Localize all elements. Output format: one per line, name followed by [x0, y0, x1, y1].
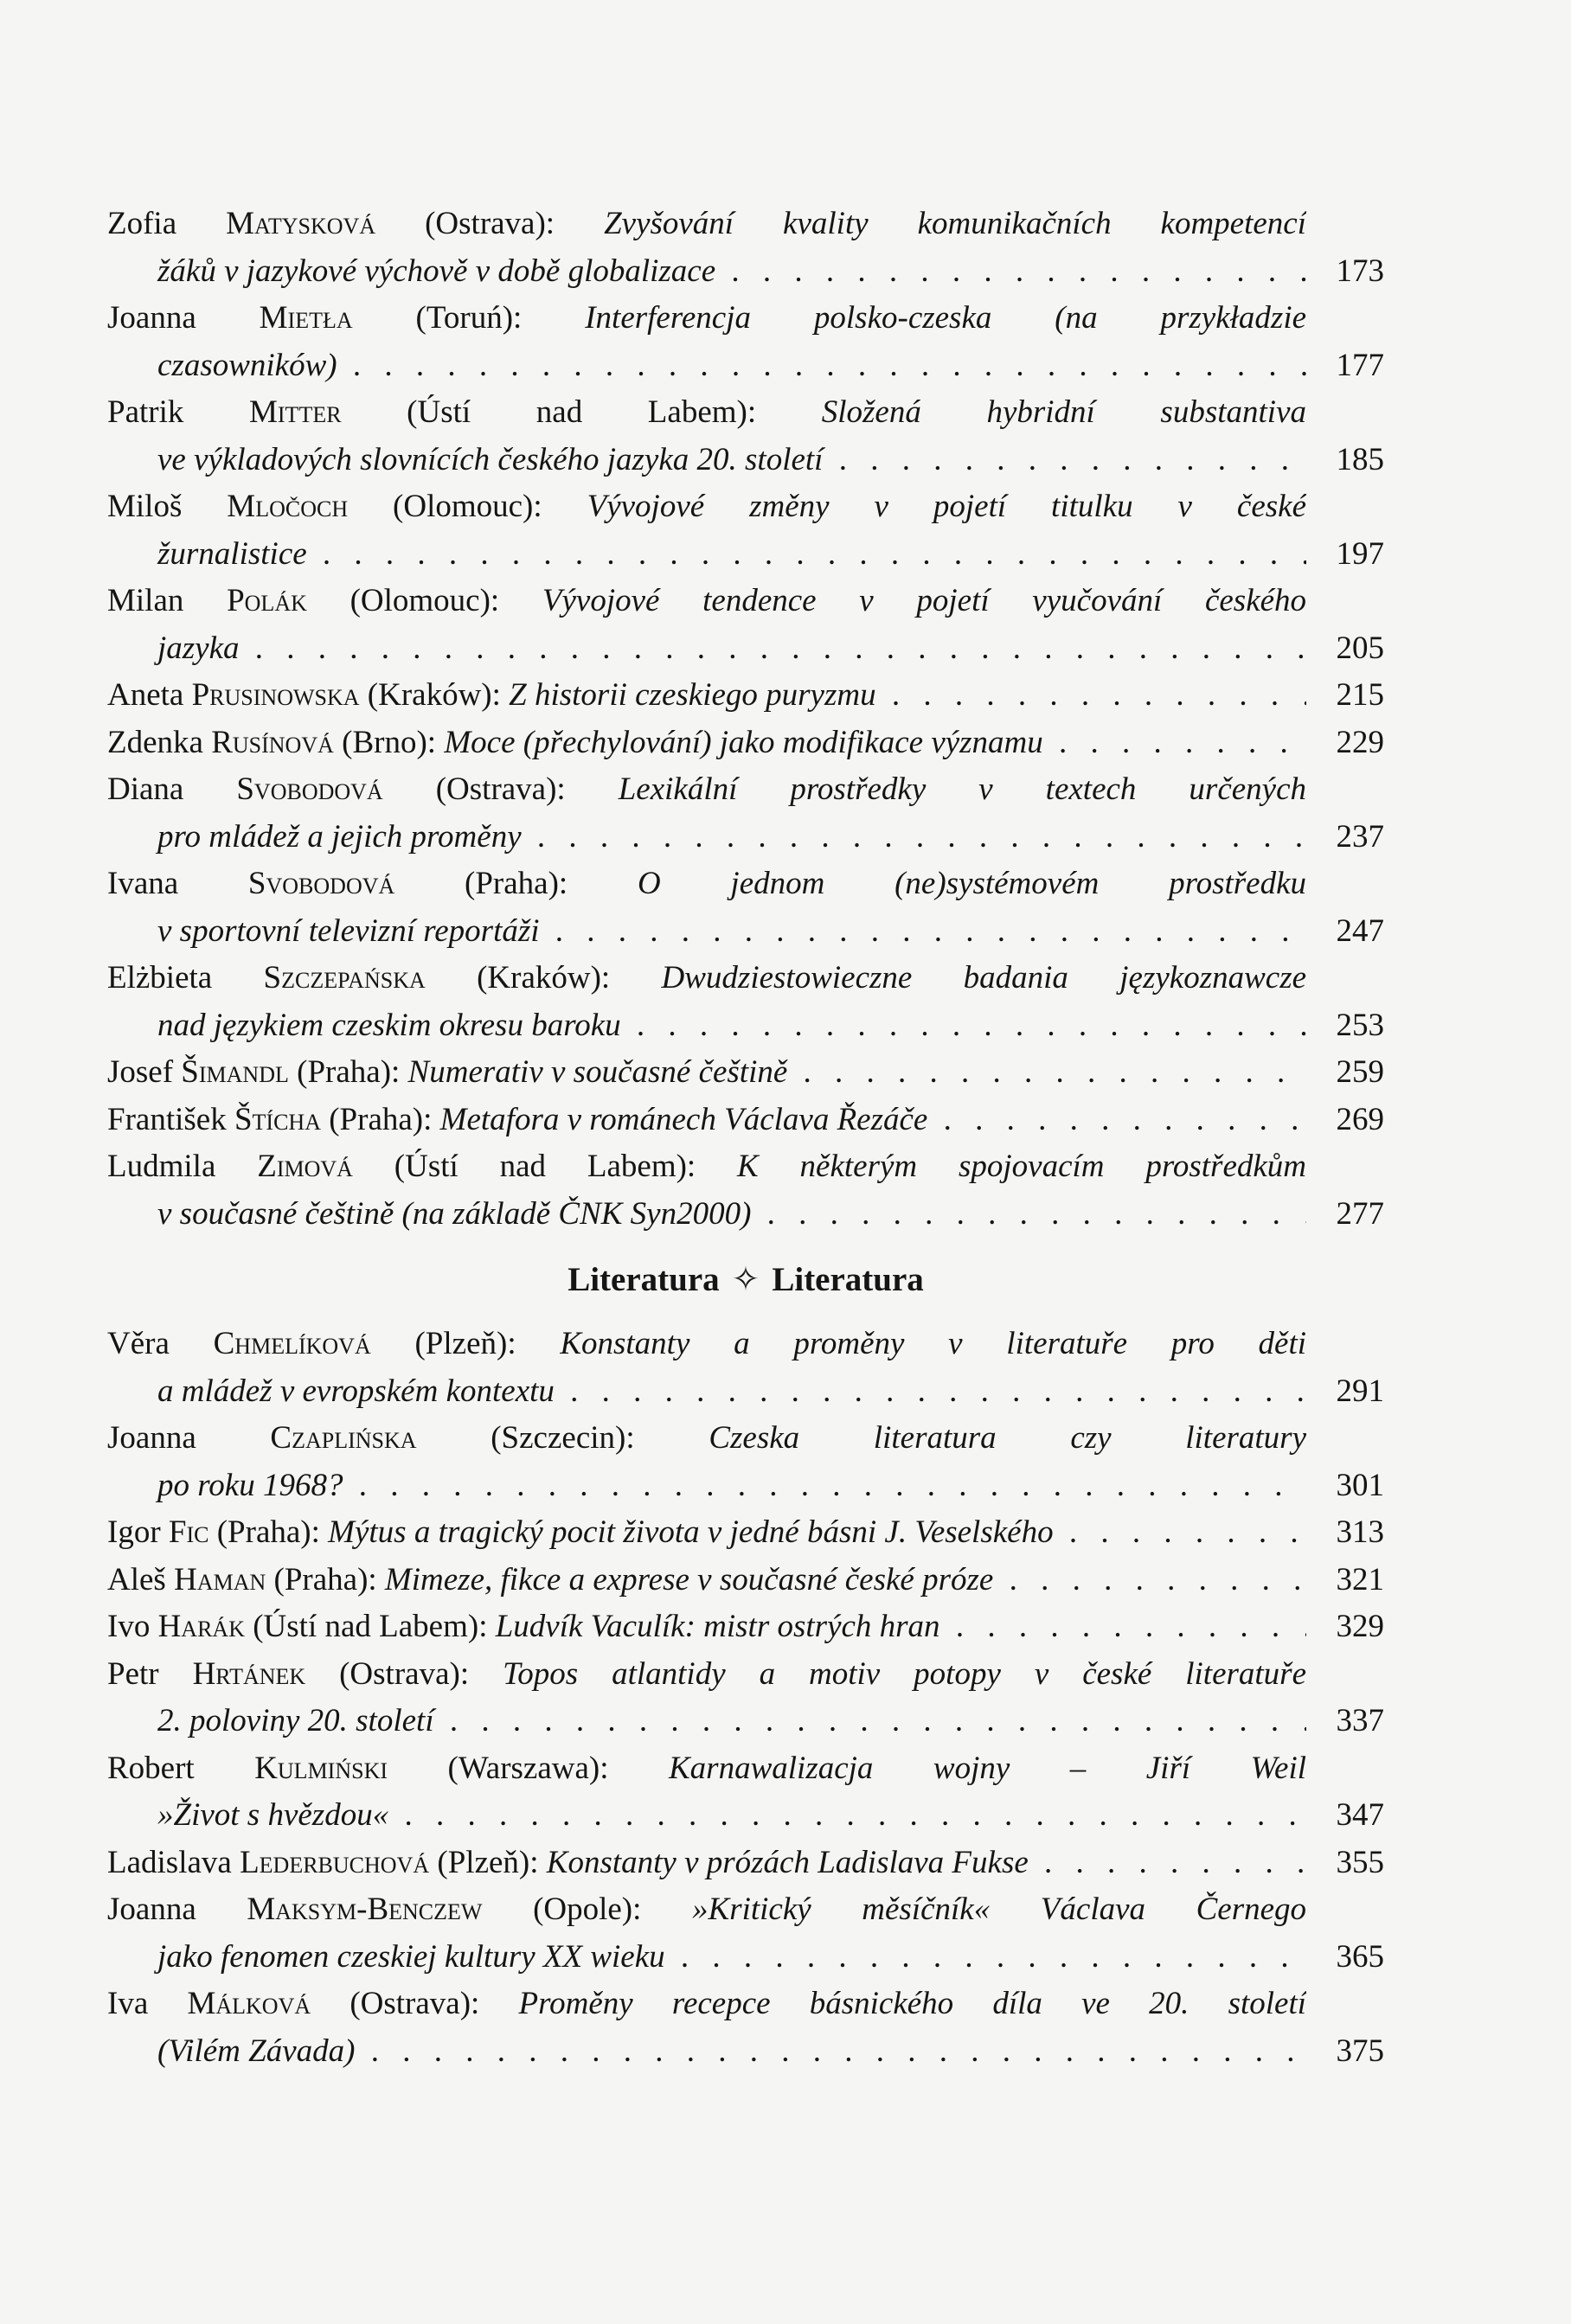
article-title: Složená hybridní substantiva: [821, 394, 1306, 430]
article-title: Mimeze, fikce a exprese v současné české próze: [384, 1561, 994, 1597]
page-number: 247: [1336, 912, 1384, 949]
author-city: (Praha):: [273, 1561, 377, 1597]
article-title-continued: po roku 1968?: [157, 1467, 343, 1503]
toc-entry[interactable]: [107, 672, 1384, 720]
author-surname: Prusinowska: [191, 677, 360, 713]
leader-dots: [307, 536, 1306, 572]
article-title-continued: žáků v jazykové výchově v době globalizace: [157, 253, 716, 289]
section-heading-right: Literatura: [772, 1261, 924, 1298]
author-city: (Ústí nad Labem):: [394, 1149, 696, 1184]
toc-entry-line: [107, 955, 1306, 1002]
article-title-continued: czasowników): [157, 347, 337, 383]
article-title: Z historii czeskiego puryzmu: [509, 677, 876, 713]
article-title-continued: v současné češtině (na základě ČNK Syn2000): [157, 1195, 752, 1232]
author-first-name: Josef: [107, 1054, 174, 1090]
toc-entry[interactable]: [107, 1745, 1384, 1840]
diamond-separator-icon: ✧: [731, 1261, 760, 1298]
leader-dots: [540, 913, 1306, 949]
article-title: Metafora v románech Václava Řezáče: [439, 1101, 928, 1137]
leader-dots: [343, 1468, 1306, 1503]
toc-entry-line: [107, 483, 1306, 531]
author-first-name: Patrik: [107, 394, 184, 430]
toc-entry-line: [107, 1097, 1306, 1144]
author-city: (Opole):: [533, 1892, 642, 1927]
leader-dots: [665, 1939, 1306, 1975]
toc-entry-line: [107, 1321, 1306, 1368]
article-title: Proměny recepce básnického díla ve 20. století: [518, 1986, 1306, 2021]
author-city: (Ostrava):: [349, 1986, 480, 2021]
toc-entry-line: [107, 389, 1306, 437]
author-city: (Olomouc):: [393, 489, 542, 524]
author-city: (Praha):: [216, 1514, 320, 1550]
author-surname: Lederbuchová: [240, 1844, 430, 1880]
page-number: 375: [1336, 2033, 1384, 2069]
article-title: Numerativ v současné češtině: [407, 1054, 788, 1090]
toc-entry-line: [107, 1651, 1306, 1699]
author-city: (Ústí nad Labem):: [253, 1609, 488, 1644]
article-title: Vývojové tendence v pojetí vyučování českého: [542, 583, 1306, 618]
author-city: (Kraków):: [477, 960, 611, 996]
toc-entry-line: [107, 672, 1306, 720]
page-number: 259: [1336, 1054, 1384, 1090]
toc-entry-line: [107, 1604, 1306, 1651]
author-first-name: Ladislava: [107, 1844, 232, 1880]
article-title-continued: (Vilém Závada): [157, 2033, 356, 2069]
article-title-continued: ve výkladových slovnících českého jazyka 20. století: [157, 441, 824, 477]
article-title-continued: jazyka: [157, 630, 240, 666]
toc-entry[interactable]: [107, 1651, 1384, 1745]
leader-dots: [240, 631, 1306, 666]
toc-entry[interactable]: [107, 1557, 1384, 1604]
page-number: 347: [1336, 1797, 1384, 1833]
article-title-continued: žurnalistice: [157, 535, 307, 572]
toc-entry[interactable]: [107, 295, 1384, 389]
article-title-continued: pro mládež a jejich proměny: [157, 818, 522, 855]
leader-dots: [993, 1562, 1306, 1597]
article-title: Interferencja polsko-czeska (na przykładzie: [585, 300, 1306, 336]
article-title: Konstanty a proměny v literatuře pro děti: [560, 1326, 1306, 1361]
author-first-name: Aneta: [107, 677, 184, 713]
page-number: 237: [1336, 818, 1384, 855]
toc-entry-line: [107, 1557, 1306, 1604]
author-city: (Toruń):: [415, 300, 523, 336]
article-title-continued: »Život s hvězdou«: [157, 1797, 389, 1833]
article-title: Ludvík Vaculík: mistr ostrých hran: [495, 1609, 940, 1644]
page-number: 301: [1336, 1467, 1384, 1503]
toc-entry-continuation: [107, 2028, 1306, 2076]
leader-dots: [1029, 1845, 1306, 1880]
author-city: (Plzeň):: [414, 1326, 516, 1361]
toc-entry[interactable]: [107, 483, 1384, 578]
toc-entry[interactable]: [107, 1143, 1384, 1238]
article-title: Zvyšování kvality komunikačních kompetencí: [604, 206, 1306, 241]
leader-dots: [940, 1609, 1306, 1644]
toc-entry-continuation: [107, 1463, 1306, 1510]
author-first-name: Ivo: [107, 1609, 151, 1644]
toc-entry-continuation: [107, 1368, 1306, 1416]
toc-entry-line: [107, 1981, 1306, 2028]
toc-entry-continuation: [107, 531, 1306, 579]
article-title-continued: v sportovní televizní reportáži: [157, 912, 540, 949]
author-first-name: Zofia: [107, 206, 177, 241]
toc-entry[interactable]: [107, 1604, 1384, 1651]
toc-entry-continuation: [107, 437, 1306, 484]
author-first-name: Ivana: [107, 866, 179, 901]
author-surname: Matysková: [226, 206, 376, 241]
page-number: 205: [1336, 630, 1384, 666]
author-city: (Warszawa):: [447, 1750, 609, 1786]
author-first-name: Joanna: [107, 1892, 196, 1927]
author-first-name: Ludmila: [107, 1149, 216, 1184]
leader-dots: [1054, 1514, 1306, 1550]
toc-entry[interactable]: [107, 1321, 1384, 1415]
author-first-name: František: [107, 1101, 227, 1137]
page-number: 197: [1336, 535, 1384, 572]
author-first-name: Miloš: [107, 489, 183, 524]
author-city: (Plzeň):: [437, 1844, 539, 1880]
page-number: 229: [1336, 724, 1384, 760]
leader-dots: [388, 1797, 1306, 1833]
toc-entry-continuation: [107, 343, 1306, 390]
toc-entry-line: [107, 861, 1306, 908]
toc-entry-continuation: [107, 1191, 1306, 1239]
leader-dots: [337, 348, 1306, 383]
author-city: (Praha):: [297, 1054, 401, 1090]
leader-dots: [1043, 725, 1306, 760]
page-number: 291: [1336, 1373, 1384, 1409]
toc-entry[interactable]: [107, 578, 1384, 672]
toc-entry-line: [107, 201, 1306, 248]
toc-entry-line: [107, 766, 1306, 814]
article-title: Konstanty v prózách Ladislava Fukse: [546, 1844, 1029, 1880]
author-first-name: Diana: [107, 771, 184, 807]
author-first-name: Iva: [107, 1986, 149, 2021]
author-surname: Szczepańska: [263, 960, 426, 996]
toc-entry[interactable]: [107, 1840, 1384, 1887]
author-first-name: Milan: [107, 583, 184, 618]
toc-entry[interactable]: [107, 955, 1384, 1049]
toc-entry[interactable]: [107, 1886, 1384, 1981]
author-first-name: Petr: [107, 1655, 159, 1692]
author-surname: Štícha: [234, 1101, 321, 1137]
author-city: (Szczecin):: [491, 1420, 635, 1456]
leader-dots: [787, 1054, 1306, 1090]
leader-dots: [555, 1373, 1306, 1409]
article-title: Czeska literatura czy literatury: [709, 1420, 1306, 1456]
author-first-name: Joanna: [107, 1420, 196, 1456]
author-surname: Svobodová: [247, 866, 395, 901]
toc-entry[interactable]: [107, 720, 1384, 767]
table-of-contents: [107, 201, 1384, 2075]
article-title: O jednom (ne)systémovém prostředku: [637, 866, 1306, 901]
author-first-name: Igor: [107, 1514, 161, 1550]
leader-dots: [876, 677, 1306, 713]
author-surname: Maksym-Benczew: [247, 1892, 483, 1927]
article-title-continued: 2. poloviny 20. století: [157, 1703, 434, 1738]
page-number: 365: [1336, 1938, 1384, 1975]
toc-entry-line: [107, 1840, 1306, 1887]
leader-dots: [355, 2033, 1306, 2069]
leader-dots: [434, 1703, 1306, 1738]
leader-dots: [927, 1102, 1306, 1137]
toc-entry[interactable]: [107, 1509, 1384, 1557]
author-surname: Svobodová: [236, 771, 383, 807]
author-surname: Harák: [157, 1609, 245, 1644]
leader-dots: [823, 442, 1306, 477]
author-first-name: Zdenka: [107, 724, 203, 760]
toc-entry[interactable]: [107, 861, 1384, 955]
author-surname: Kulmiński: [254, 1750, 388, 1786]
article-title: Topos atlantidy a motiv potopy v české literatuře: [503, 1655, 1306, 1692]
author-city: (Praha):: [329, 1101, 433, 1137]
toc-entry[interactable]: [107, 389, 1384, 483]
toc-entry-line: [107, 1415, 1306, 1463]
page-number: 355: [1336, 1844, 1384, 1880]
author-surname: Mločoch: [227, 489, 349, 524]
author-surname: Czaplińska: [270, 1420, 417, 1456]
page-number: 313: [1336, 1514, 1384, 1550]
leader-dots: [751, 1196, 1306, 1232]
toc-entry-continuation: [107, 1934, 1306, 1981]
page-number: 321: [1336, 1561, 1384, 1597]
toc-entry-line: [107, 578, 1306, 625]
author-surname: Haman: [174, 1561, 266, 1597]
toc-entry[interactable]: [107, 201, 1384, 295]
toc-entry[interactable]: [107, 1415, 1384, 1509]
toc-entry[interactable]: [107, 1097, 1384, 1144]
article-title-continued: nad językiem czeskim okresu baroku: [157, 1007, 621, 1043]
author-first-name: Joanna: [107, 300, 196, 336]
toc-entry-continuation: [107, 1002, 1306, 1050]
author-surname: Polák: [227, 583, 307, 618]
section-heading-left: Literatura: [567, 1261, 720, 1298]
author-surname: Šimandl: [181, 1054, 289, 1090]
article-title: Lexikální prostředky v textech určených: [618, 771, 1306, 807]
article-title: Karnawalizacja wojny – Jiří Weil: [669, 1750, 1306, 1786]
author-city: (Ostrava):: [339, 1655, 470, 1692]
leader-dots: [522, 819, 1306, 855]
article-title-continued: jako fenomen czeskiej kultury XX wieku: [157, 1938, 665, 1975]
toc-entry-continuation: [107, 625, 1306, 673]
section-heading-literatura: [107, 1257, 1384, 1303]
article-title: Dwudziestowieczne badania językoznawcze: [661, 960, 1306, 996]
page-number: 215: [1336, 677, 1384, 713]
toc-entry-line: [107, 1509, 1306, 1557]
article-title: Vývojové změny v pojetí titulku v české: [587, 489, 1306, 524]
author-first-name: Elżbieta: [107, 960, 213, 996]
author-surname: Mietła: [259, 300, 353, 336]
author-surname: Hrtánek: [192, 1655, 306, 1692]
author-city: (Kraków):: [367, 677, 501, 713]
author-first-name: Robert: [107, 1750, 195, 1786]
page-number: 185: [1336, 441, 1384, 477]
leader-dots: [715, 253, 1306, 289]
author-surname: Málková: [187, 1986, 311, 2021]
toc-entry-line: [107, 1143, 1306, 1191]
author-surname: Mitter: [249, 394, 342, 430]
article-title: Mýtus a tragický pocit života v jedné básni J. Veselského: [328, 1514, 1054, 1550]
toc-entry-continuation: [107, 814, 1306, 861]
toc-entry-line: [107, 720, 1306, 767]
toc-entry-continuation: [107, 908, 1306, 956]
page-number: 253: [1336, 1007, 1384, 1043]
toc-entry-line: [107, 295, 1306, 343]
author-city: (Olomouc):: [349, 583, 500, 618]
toc-entry-continuation: [107, 1698, 1306, 1745]
page-number: 337: [1336, 1703, 1384, 1738]
author-city: (Ostrava):: [435, 771, 566, 807]
toc-entry-line: [107, 1049, 1306, 1097]
author-surname: Zimová: [257, 1149, 353, 1184]
page-number: 269: [1336, 1101, 1384, 1137]
page-number: 173: [1336, 253, 1384, 289]
toc-entry[interactable]: [107, 766, 1384, 861]
toc-entry[interactable]: [107, 1981, 1384, 2075]
article-title: »Kritický měsíčník« Václava Černego: [692, 1892, 1306, 1927]
article-title: K některým spojovacím prostředkům: [737, 1149, 1306, 1184]
toc-entry-continuation: [107, 248, 1306, 296]
leader-dots: [621, 1008, 1306, 1043]
author-first-name: Věra: [107, 1326, 170, 1361]
author-city: (Ústí nad Labem):: [407, 394, 757, 430]
toc-entry-line: [107, 1745, 1306, 1793]
toc-entry[interactable]: [107, 1049, 1384, 1097]
article-title-continued: a mládež v evropském kontextu: [157, 1373, 555, 1409]
author-city: (Brno):: [342, 724, 437, 760]
page-number: 177: [1336, 347, 1384, 383]
author-city: (Praha):: [465, 866, 568, 901]
toc-entry-line: [107, 1886, 1306, 1934]
author-surname: Fic: [168, 1514, 209, 1550]
author-city: (Ostrava):: [425, 206, 555, 241]
toc-entry-continuation: [107, 1792, 1306, 1840]
article-title: Moce (přechylování) jako modifikace významu: [444, 724, 1043, 760]
author-surname: Rusínová: [211, 724, 334, 760]
page-number: 277: [1336, 1195, 1384, 1232]
author-surname: Chmelíková: [213, 1326, 371, 1361]
author-first-name: Aleš: [107, 1561, 166, 1597]
page-number: 329: [1336, 1609, 1384, 1644]
